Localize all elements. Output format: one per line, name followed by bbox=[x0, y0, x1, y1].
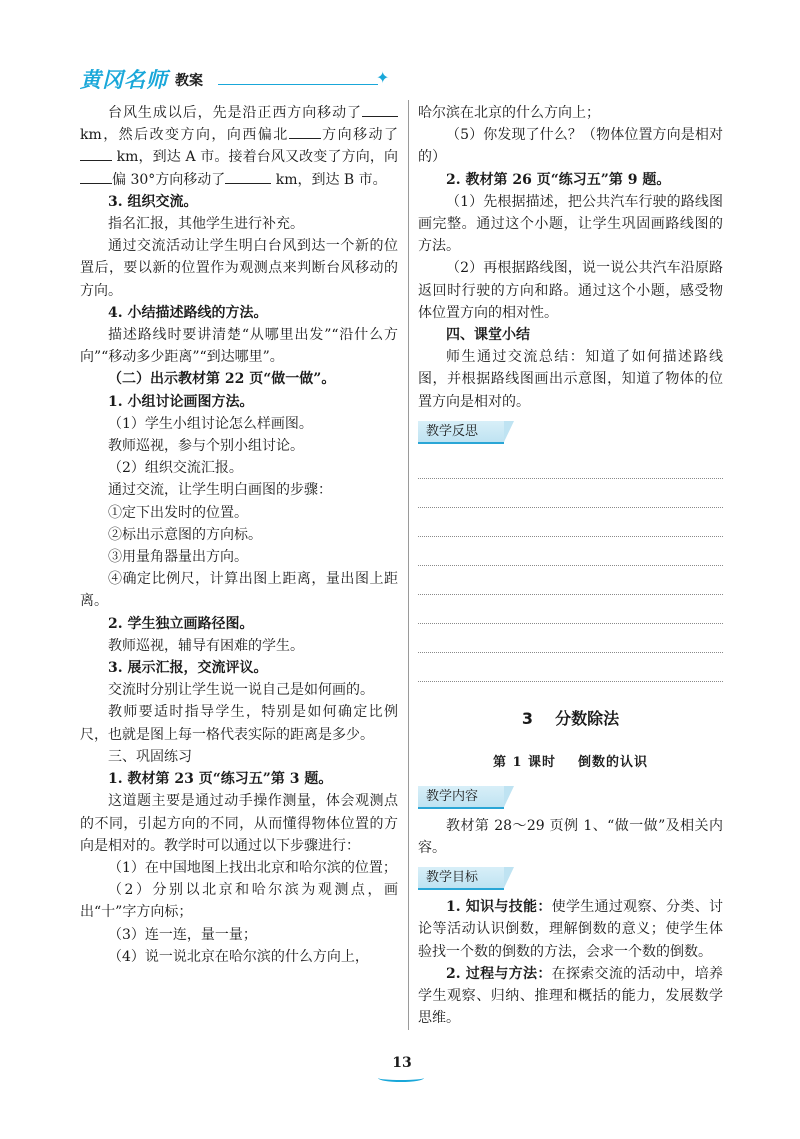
reflection-lines bbox=[418, 450, 723, 682]
brand-logo: 黄冈名师 bbox=[80, 68, 168, 92]
reflection-tag: 教学反思 bbox=[418, 421, 504, 444]
paragraph: 教师要适时指导学生，特别是如何确定比例尺，也就是图上每一格代表实际的距离是多少。 bbox=[80, 704, 398, 743]
teaching-content-tag: 教学内容 bbox=[418, 786, 504, 809]
paragraph: 通过交流活动让学生明白台风到达一个新的位置后，要以新的位置作为观测点来判断台风移动的方向。 bbox=[80, 238, 398, 299]
chapter-name: 分数除法 bbox=[555, 708, 620, 728]
section-heading: 4. 小结描述路线的方法。 bbox=[108, 304, 268, 321]
section-heading: 1. 小组讨论画图方法。 bbox=[108, 393, 254, 410]
writing-line bbox=[418, 653, 723, 682]
section-heading: 2. 教材第 26 页“练习五”第 9 题。 bbox=[446, 171, 671, 188]
paragraph: （4）说一说北京在哈尔滨的什么方向上， bbox=[108, 948, 369, 965]
typhoon-path-paragraph: 台风生成以后，先是沿正西方向移动了 km，然后改变方向，向西偏北 方向移动了 km，到达 A 市。接着台风又改变了方向，向偏 30°方向移动了 km，到达 B 市。 bbox=[80, 102, 398, 191]
goal-paragraph: 1. 知识与技能：使学生通过观察、分类、讨论等活动认识倒数，理解倒数的意义；使学生体验找一个数的倒数的方法，会求一个数的倒数。 bbox=[418, 899, 724, 960]
paragraph: 描述路线时要讲清楚“从哪里出发”“沿什么方向”“移动多少距离”“到达哪里”。 bbox=[80, 327, 398, 366]
step-item: ④确定比例尺，计算出图上距离，量出图上距离。 bbox=[80, 571, 398, 610]
paragraph: 指名汇报，其他学生进行补充。 bbox=[108, 216, 304, 233]
paragraph: （2）分别以北京和哈尔滨为观测点，画出“十”字方向标； bbox=[80, 882, 398, 921]
paragraph: （3）连一连，量一量； bbox=[108, 926, 257, 943]
section-heading: 1. 教材第 23 页“练习五”第 3 题。 bbox=[108, 771, 333, 788]
paragraph: 通过交流，让学生明白画图的步骤： bbox=[108, 482, 332, 499]
sparkle-icon: ✦ bbox=[376, 68, 390, 87]
section-heading: 3. 展示汇报，交流评议。 bbox=[108, 660, 268, 677]
paragraph: 教材第 28～29 页例 1、“做一做”及相关内容。 bbox=[418, 817, 723, 857]
fill-blank bbox=[289, 124, 321, 139]
paragraph: 这道题主要是通过动手操作测量，体会观测点的不同，引起方向的不同，从而懂得物体位置的方向是相对的。教学时可以通过以下步骤进行： bbox=[80, 793, 398, 854]
header-rule bbox=[218, 84, 378, 85]
step-item: ③用量角器量出方向。 bbox=[108, 549, 248, 566]
paragraph: 哈尔滨在北京的什么方向上； bbox=[418, 105, 600, 121]
paragraph: （1）学生小组讨论怎么样画图。 bbox=[108, 415, 313, 432]
right-column bbox=[418, 102, 723, 1029]
lesson-number: 第 1 课时 bbox=[492, 754, 557, 770]
writing-line bbox=[418, 508, 723, 537]
section-heading: 3. 组织交流。 bbox=[108, 193, 198, 210]
paragraph: （1）先根据描述，把公共汽车行驶的路线图画完整。通过这个小题，让学生巩固画路线图的方法。 bbox=[418, 193, 723, 255]
writing-line bbox=[418, 566, 723, 595]
chapter-number: 3 bbox=[521, 708, 534, 728]
lesson-title bbox=[418, 751, 723, 770]
writing-line bbox=[418, 537, 723, 566]
section-heading: （二）出示教材第 22 页“做一做”。 bbox=[108, 371, 336, 388]
page-header bbox=[80, 62, 410, 98]
fill-blank bbox=[362, 102, 398, 117]
page-number-ornament bbox=[378, 1074, 424, 1082]
writing-line bbox=[418, 479, 723, 508]
step-item: ①定下出发时的位置。 bbox=[108, 504, 248, 521]
column-divider bbox=[408, 100, 409, 1030]
writing-line bbox=[418, 595, 723, 624]
paragraph: 交流时分别让学生说一说自己是如何画的。 bbox=[108, 682, 374, 699]
paragraph: （1）在中国地图上找出北京和哈尔滨的位置； bbox=[108, 859, 397, 876]
page-number: 13 bbox=[392, 1055, 412, 1071]
paragraph: （2）再根据路线图，说一说公共汽车沿原路返回时行驶的方向和路。通过这个小题，感受物体位置方向的相对性。 bbox=[418, 260, 723, 321]
paragraph: 教师巡视，参与个别小组讨论。 bbox=[108, 438, 304, 455]
left-column bbox=[80, 102, 398, 968]
writing-line bbox=[418, 624, 723, 653]
writing-line bbox=[418, 450, 723, 479]
section-heading: 三、巩固练习 bbox=[108, 748, 192, 765]
paragraph: （5）你发现了什么？（物体位置方向是相对的） bbox=[418, 127, 723, 166]
fill-blank bbox=[225, 169, 271, 184]
paragraph: 教师巡视，辅导有困难的学生。 bbox=[108, 637, 304, 654]
header-subtitle: 教案 bbox=[175, 73, 203, 89]
teaching-goals-tag: 教学目标 bbox=[418, 867, 504, 890]
section-heading: 四、课堂小结 bbox=[446, 327, 530, 344]
section-heading: 2. 学生独立画路径图。 bbox=[108, 615, 254, 632]
chapter-title bbox=[418, 706, 723, 729]
step-item: ②标出示意图的方向标。 bbox=[108, 526, 262, 543]
fill-blank bbox=[80, 169, 112, 184]
goal-paragraph: 2. 过程与方法：在探索交流的活动中，培养学生观察、归纳、推理和概括的能力，发展数学思维。 bbox=[418, 965, 724, 1027]
paragraph: （2）组织交流汇报。 bbox=[108, 460, 243, 477]
paragraph: 师生通过交流总结：知道了如何描述路线图，并根据路线图画出示意图，知道了物体的位置方向是相对的。 bbox=[418, 349, 723, 410]
lesson-name: 倒数的认识 bbox=[578, 754, 649, 770]
fill-blank bbox=[80, 146, 112, 161]
